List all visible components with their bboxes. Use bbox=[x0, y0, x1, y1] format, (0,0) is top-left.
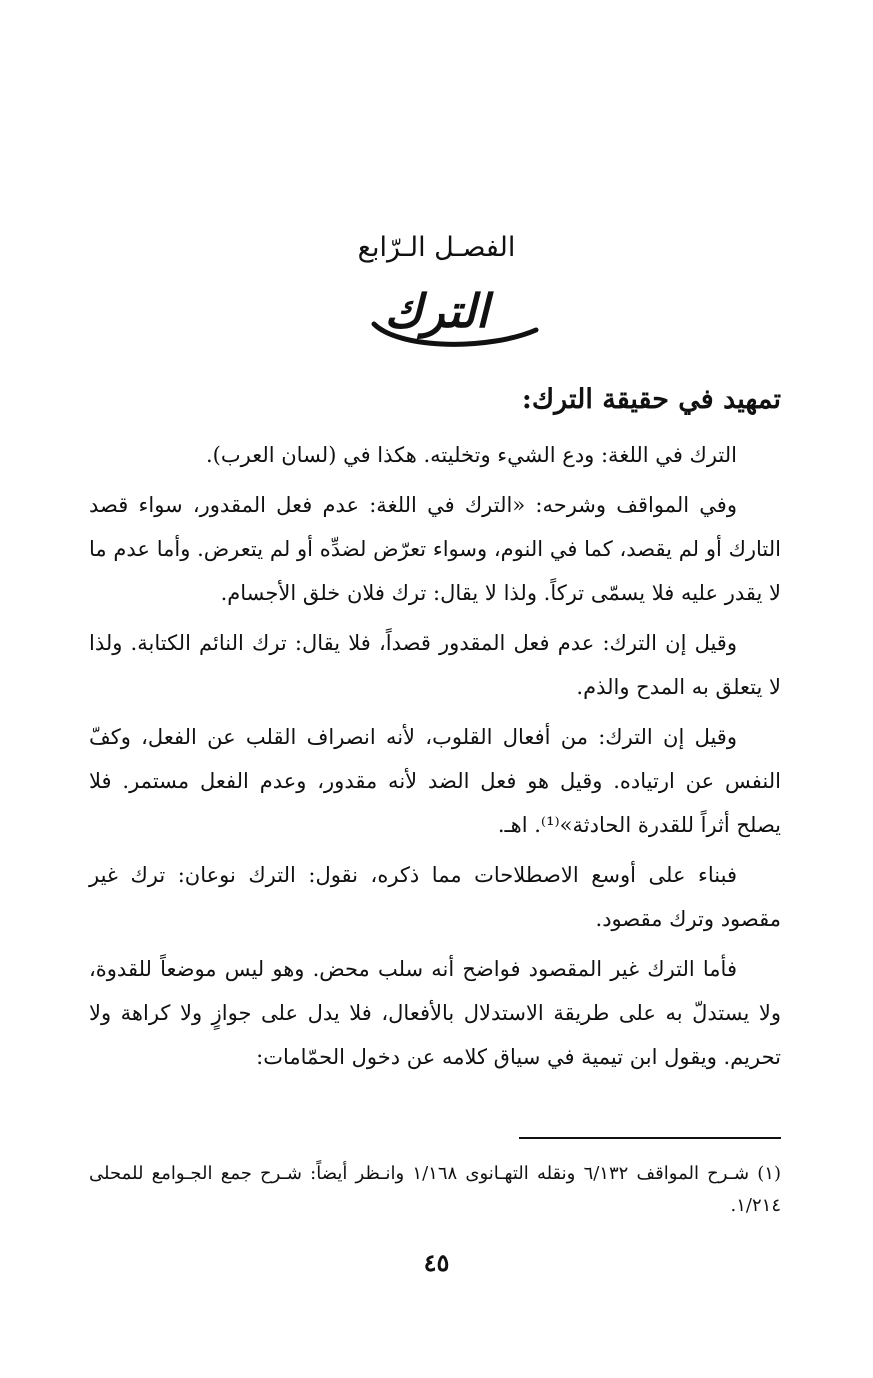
calligraphic-swash bbox=[370, 316, 540, 350]
paragraph: فأما الترك غير المقصود فواضح أنه سلب محض. وهو ليس موضعاً للقدوة، ولا يستدلّ به على طريقة الاستدلال بالأفعال، فلا يدل على جوازٍ ولا كراهة ولا تحريم. ويقول ابن تيمية في سياق كلامه عن دخول الحمّامات: bbox=[89, 957, 781, 1069]
footnote-divider bbox=[519, 1137, 781, 1139]
paragraph: فبناء على أوسع الاصطلاحات مما ذكره، نقول: الترك نوعان: ترك غير مقصود وترك مقصود. bbox=[89, 863, 781, 931]
footnote: (١) شـرح المواقف ٦/١٣٢ ونقله التهـانوى ١/١٦٨ وانـظر أيضاً: شـرح جمع الجـوامع للمحلى ١/٢١٤. bbox=[89, 1163, 781, 1216]
chapter-title: الترك bbox=[384, 284, 489, 338]
chapter-heading: الفصـل الـرّابع bbox=[357, 232, 516, 263]
section-heading: تمهيد في حقيقة الترك: bbox=[521, 384, 781, 415]
paragraph: وقيل إن الترك: من أفعال القلوب، لأنه انصراف القلب عن الفعل، وكفّ النفس عن ارتياده. وقيل هو فعل الضد لأنه مقدور، وعدم الفعل مستمر. فلا يصلح أثراً للقدرة الحادثة»⁽¹⁾. اهـ. bbox=[89, 725, 781, 837]
page-number: ٤٥ bbox=[423, 1248, 450, 1277]
paragraph: وقيل إن الترك: عدم فعل المقدور قصداً، فلا يقال: ترك النائم الكتابة. ولذا لا يتعلق به المدح والذم. bbox=[89, 631, 781, 699]
body-text bbox=[89, 433, 781, 1085]
paragraph: الترك في اللغة: ودع الشيء وتخليته. هكذا في (لسان العرب). bbox=[205, 443, 737, 467]
paragraph: وفي المواقف وشرحه: «الترك في اللغة: عدم فعل المقدور، سواء قصد التارك أو لم يقصد، كما في النوم، وسواء تعرّض لضدِّه أو لم يتعرض. وأما عدم ما لا يقدر عليه فلا يسمّى تركاً. ولذا لا يقال: ترك فلان خلق الأجسام. bbox=[89, 493, 781, 605]
